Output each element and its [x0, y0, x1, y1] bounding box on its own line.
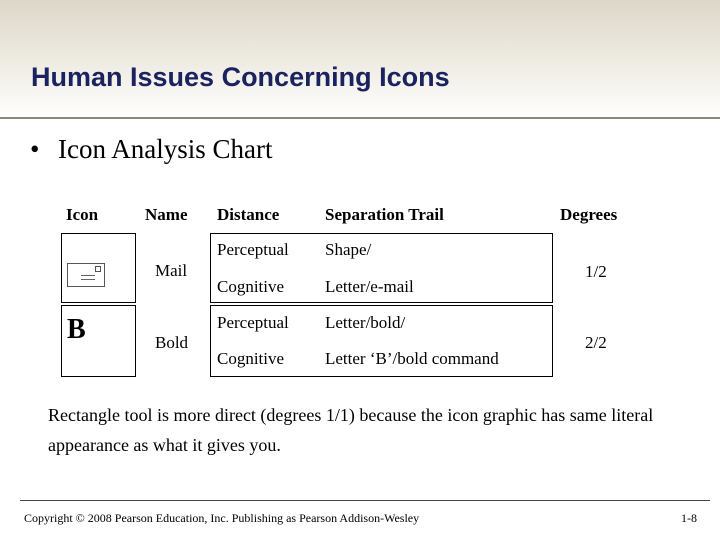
address-line — [81, 279, 95, 280]
distance-cognitive: Cognitive — [217, 349, 285, 368]
explanation-note: Rectangle tool is more direct (degrees 1/1) because the icon graphic has same literal appearance as what it gives you. — [48, 405, 654, 455]
name-mail: Mail — [155, 261, 188, 280]
distance-perceptual: Perceptual — [217, 313, 289, 332]
bullet-text: Icon Analysis Chart — [58, 134, 273, 164]
header-name: Name — [145, 205, 188, 224]
trail-bold-command: Letter ‘B’/bold command — [325, 349, 499, 368]
mail-icon — [67, 263, 105, 287]
title-divider — [0, 117, 720, 119]
bold-icon: B — [67, 314, 86, 345]
distance-perceptual: Perceptual — [217, 240, 289, 259]
header-separation-trail: Separation Trail — [325, 205, 444, 224]
trail-letter-bold: Letter/bold/ — [325, 313, 406, 332]
degrees-bold: 2/2 — [585, 333, 607, 352]
copyright-text: Copyright © 2008 Pearson Education, Inc. Publishing as Pearson Addison-Wesley — [24, 511, 420, 525]
header-icon: Icon — [66, 205, 99, 224]
page-number: 1-8 — [681, 511, 697, 525]
header-distance: Distance — [217, 205, 280, 224]
bullet-item — [30, 134, 272, 165]
stamp-shape — [95, 266, 101, 272]
trail-letter-email: Letter/e-mail — [325, 277, 414, 296]
trail-shape: Shape/ — [325, 240, 372, 259]
header-band — [0, 0, 720, 118]
bullet-marker: • — [30, 134, 40, 164]
distance-cognitive: Cognitive — [217, 277, 285, 296]
name-bold: Bold — [155, 333, 189, 352]
footer-divider — [20, 500, 710, 501]
address-line — [81, 275, 95, 276]
degrees-mail: 1/2 — [585, 262, 607, 281]
slide-title: Human Issues Concerning Icons — [31, 62, 450, 92]
header-degrees: Degrees — [560, 205, 618, 224]
